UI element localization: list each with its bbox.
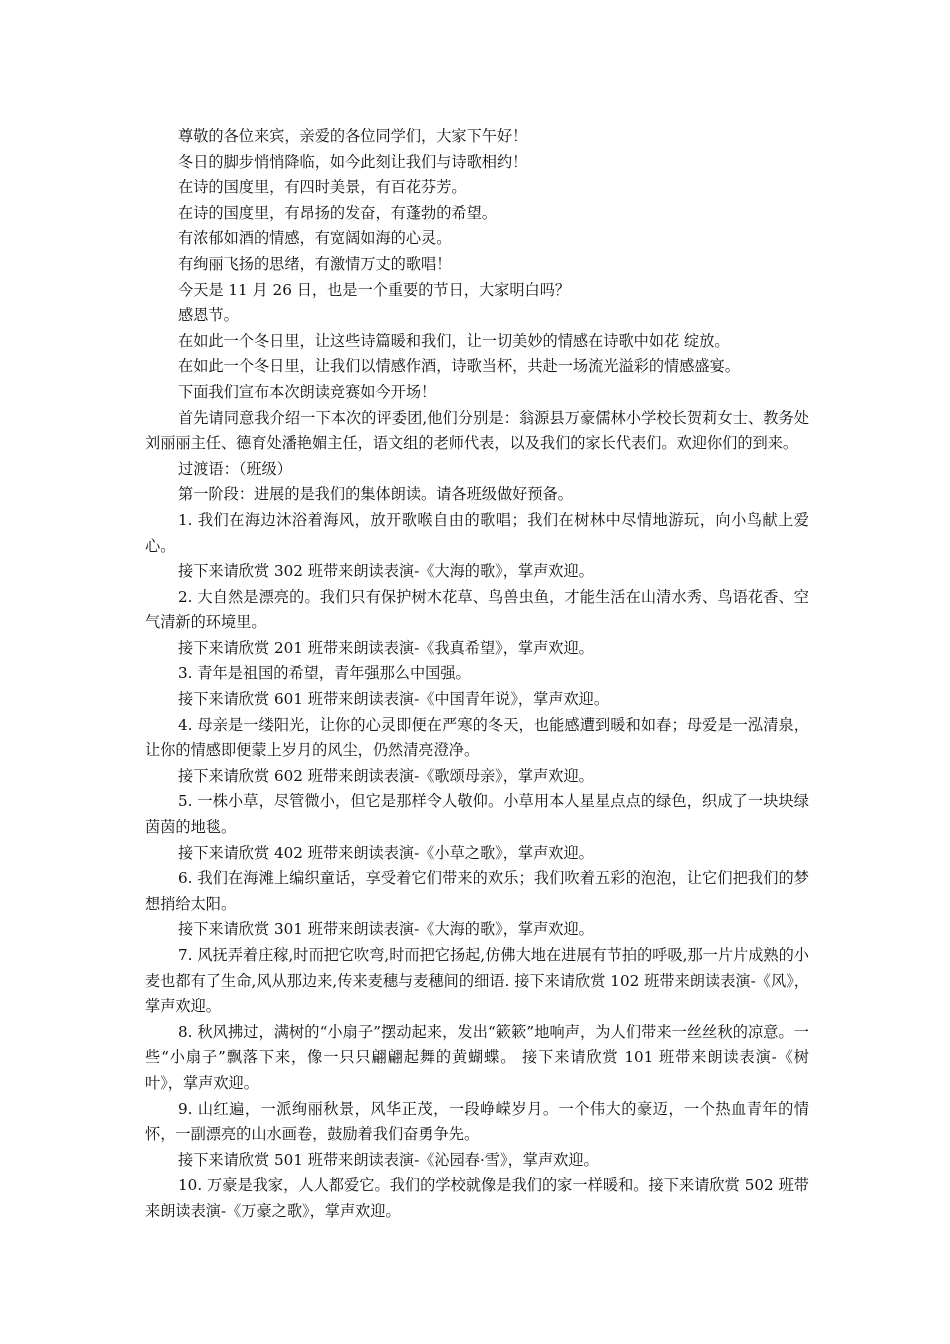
paragraph-item-6: 6. 我们在海滩上编织童话，享受着它们带来的欢乐；我们吹着五彩的泡泡，让它们把我们的梦想捎给太阳。	[145, 869, 809, 913]
paragraph-poetry-3: 有浓郁如酒的情感，有宽阔如海的心灵。	[178, 229, 452, 248]
paragraph-date: 今天是 11 月 26 日，也是一个重要的节日，大家明白吗？	[178, 280, 571, 299]
paragraph-stage-one: 第一阶段：进展的是我们的集体朗读。请各班级做好预备。	[178, 485, 573, 504]
paragraph-intro-301: 接下来请欣赏 301 班带来朗读表演-《大海的歌》，掌声欢迎。	[178, 920, 594, 939]
paragraph-item-5: 5. 一株小草，尽管微小，但它是那样令人敬仰。小草用本人星星点点的绿色，织成了一块块绿茵茵的地毯。	[145, 792, 809, 837]
paragraph-winter-2: 在如此一个冬日里，让我们以情感作酒，诗歌当杯，共赴一场流光溢彩的情感盛宴。	[178, 357, 740, 376]
paragraph-winter-1: 在如此一个冬日里，让这些诗篇暖和我们，让一切美妙的情感在诗歌中如花 绽放。	[178, 331, 730, 350]
paragraph-item-8: 8. 秋风拂过，满树的“小扇子”摆动起来，发出“簌簌”地响声，为人们带来一丝丝秋的凉意。一些“小扇子”飘落下来，像一只只翩翩起舞的黄蝴蝶。 接下来请欣赏 101 班带来朗读表演-《树叶》，掌声欢迎。	[145, 1022, 809, 1092]
paragraph-intro-601: 接下来请欣赏 601 班带来朗读表演-《中国青年说》，掌声欢迎。	[178, 690, 610, 709]
paragraph-item-10: 10. 万豪是我家，人人都爱它。我们的学校就像是我们的家一样暖和。接下来请欣赏 502 班带来朗读表演-《万豪之歌》，掌声欢迎。	[145, 1176, 809, 1220]
paragraph-intro-302: 接下来请欣赏 302 班带来朗读表演-《大海的歌》，掌声欢迎。	[178, 562, 594, 581]
paragraph-item-1: 1. 我们在海边沐浴着海风，放开歌喉自由的歌唱；我们在树林中尽情地游玩，向小鸟献上爱心。	[145, 510, 809, 555]
paragraph-item-3: 3. 青年是祖国的希望，青年强那么中国强。	[178, 664, 471, 683]
paragraph-judges: 首先请同意我介绍一下本次的评委团,他们分别是：翁源县万豪儒林小学校长贺莉女士、教务处刘丽丽主任、德育处潘艳媚主任，语文组的老师代表，以及我们的家长代表们。欢迎你们的到来。	[145, 408, 809, 453]
paragraph-item-9: 9. 山红遍，一派绚丽秋景，风华正茂，一段峥嵘岁月。一个伟大的豪迈，一个热血青年的情怀，一副漂亮的山水画卷，鼓励着我们奋勇争先。	[145, 1099, 809, 1144]
paragraph-thanksgiving: 感恩节。	[178, 306, 239, 325]
paragraph-item-2: 2. 大自然是漂亮的。我们只有保护树木花草、鸟兽虫鱼，才能生活在山清水秀、鸟语花香、空气清新的环境里。	[145, 587, 809, 632]
paragraph-intro-602: 接下来请欣赏 602 班带来朗读表演-《歌颂母亲》，掌声欢迎。	[178, 766, 594, 785]
paragraph-poetry-4: 有绚丽飞扬的思绪，有激情万丈的歌唱！	[178, 254, 452, 273]
paragraph-opening: 冬日的脚步悄悄降临，如今此刻让我们与诗歌相约！	[178, 152, 528, 171]
paragraph-intro-501: 接下来请欣赏 501 班带来朗读表演-《沁园春·雪》，掌声欢迎。	[178, 1150, 599, 1169]
paragraph-item-7: 7. 风抚弄着庄稼,时而把它吹弯,时而把它扬起,仿佛大地在进展有节拍的呼吸,那一片片成熟的小麦也都有了生命,风从那边来,传来麦穗与麦穗间的细语. 接下来请欣赏 102 班带来朗读表演-《风》，掌声欢迎。	[145, 946, 809, 1016]
document-body	[145, 124, 809, 1225]
paragraph-poetry-1: 在诗的国度里，有四时美景，有百花芬芳。	[178, 178, 467, 197]
paragraph-intro-201: 接下来请欣赏 201 班带来朗读表演-《我真希望》，掌声欢迎。	[178, 638, 594, 657]
paragraph-announce: 下面我们宣布本次朗读竞赛如今开场！	[178, 382, 437, 401]
paragraph-intro-402: 接下来请欣赏 402 班带来朗读表演-《小草之歌》，掌声欢迎。	[178, 843, 594, 862]
paragraph-item-4: 4. 母亲是一缕阳光，让你的心灵即便在严寒的冬天，也能感遭到暖和如春；母爱是一泓清泉，让你的情感即便蒙上岁月的风尘，仍然清亮澄净。	[145, 715, 809, 760]
paragraph-poetry-2: 在诗的国度里，有昂扬的发奋，有蓬勃的希望。	[178, 203, 497, 222]
paragraph-greeting: 尊敬的各位来宾，亲爱的各位同学们，大家下午好！	[178, 127, 528, 145]
paragraph-transition: 过渡语：（班级）	[178, 459, 292, 478]
